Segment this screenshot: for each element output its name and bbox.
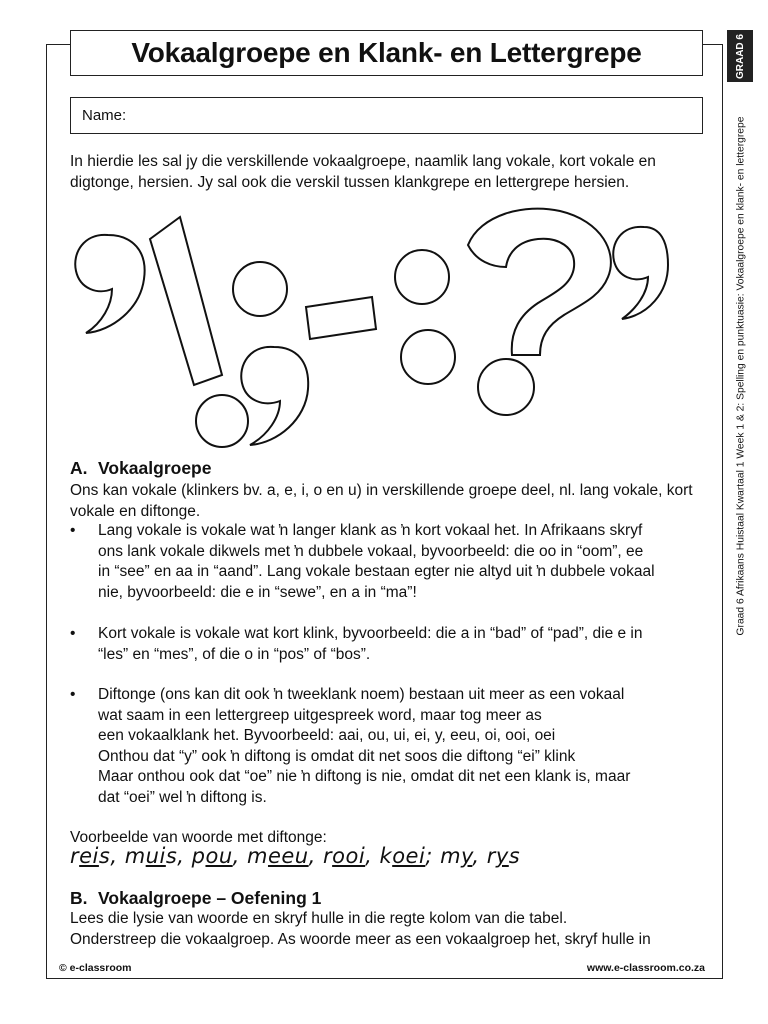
bullet-line: Kort vokale is vokale wat kort klink, byvoorbeeld: die a in “bad” of “pad”, die e in: [98, 625, 643, 642]
footer-copyright: © e-classroom: [59, 962, 132, 974]
footer-url[interactable]: www.e-classroom.co.za: [586, 962, 705, 974]
section-b-number: B.: [70, 888, 88, 908]
bullet-line: dat “oei” wel ŉ diftong is.: [98, 788, 267, 806]
grade-tab: [727, 30, 753, 82]
section-a-number: A.: [70, 458, 88, 478]
section-a-title: Vokaalgroepe: [98, 458, 212, 478]
name-label: Name:: [82, 107, 127, 124]
bullet-line: ons lank vokale dikwels met ŉ dubbele vokaal, byvoorbeeld: die oo in “oom”, ee: [98, 542, 644, 560]
page-title: Vokaalgroepe en Klank- en Lettergrepe: [131, 37, 642, 68]
question-mark-shape: [468, 209, 611, 355]
bullet-line: in “see” en aa in “aand”. Lang vokale bestaan egter nie altyd uit ŉ dubbele vokaal: [98, 563, 655, 580]
example-word: my,: [440, 844, 487, 868]
bullet-dot: •: [70, 686, 76, 703]
intro-paragraph: In hierdie les sal jy die verskillende vokaalgroepe, naamlik lang vokale, kort vokale en digtonge, hersien. Jy sal ook die verskil tussen klankgrepe en lettergrepe hersien.: [70, 153, 656, 191]
bullet-line: Diftonge (ons kan dit ook ŉ tweeklank noem) bestaan uit meer as een vokaal: [98, 686, 625, 703]
bullet-line: wat saam in een lettergreep uitgespreek word, maar tog meer as: [98, 706, 542, 724]
bullet-line: Onthou dat “y” ook ŉ diftong is omdat dit net soos die diftong “ei” klink: [98, 747, 576, 765]
title-box: [70, 30, 703, 76]
side-caption: Graad 6 Afrikaans Huistaal Kwartaal 1 Week 1 & 2: Spelling en punktuasie: Vokaalgroepe en klank- en lettergrepe: [735, 116, 747, 636]
punctuation-illustration: [62, 205, 674, 455]
colon-dot-top-shape: [395, 250, 449, 304]
bullet-line: Lang vokale is vokale wat ŉ langer klank as ŉ kort vokaal het. In Afrikaans skryf: [98, 522, 643, 539]
example-word: muis,: [124, 844, 192, 868]
example-word: pou,: [191, 844, 247, 868]
comma-right-shape: [613, 227, 668, 319]
comma-shape: [75, 235, 144, 333]
example-words: [70, 844, 520, 868]
exclamation-bar-shape: [150, 217, 222, 385]
example-word: meeu,: [247, 844, 323, 868]
examples-label: Voorbeelde van woorde met diftonge:: [70, 829, 327, 846]
section-a-heading: [70, 458, 211, 479]
bullet-dot: •: [70, 625, 76, 642]
bullet-dot: •: [70, 522, 76, 539]
section-b-heading: [70, 888, 321, 909]
example-word: reis,: [70, 844, 125, 868]
instruction-line: Lees die lysie van woorde en skryf hulle in die regte kolom van die tabel.: [70, 910, 568, 927]
bullet-line: nie, byvoorbeeld: die e in “sewe”, en a in “ma”!: [98, 583, 417, 601]
example-word: koei;: [379, 844, 441, 868]
semicolon-comma-shape: [241, 347, 308, 445]
section-b-instructions: [70, 909, 651, 950]
semicolon-dot-shape: [233, 262, 287, 316]
bullet-line: een vokaalklank het. Byvoorbeeld: aai, ou, ui, ei, y, eeu, oi, ooi, oei: [98, 727, 556, 744]
example-word: rooi,: [322, 844, 380, 868]
section-a-lead: Ons kan vokale (klinkers bv. a, e, i, o en u) in verskillende groepe deel, nl. lang vokale, kort vokale en diftonge.: [70, 482, 693, 520]
exclamation-dot-shape: [196, 395, 248, 447]
bullet-line: Maar onthou ook dat “oe” nie ŉ diftong is nie, omdat dit net een klank is, maar: [98, 768, 631, 785]
dash-shape: [306, 297, 376, 339]
name-field[interactable]: [70, 97, 703, 134]
grade-label: GRAAD 6: [734, 33, 746, 79]
section-b-title: Vokaalgroepe – Oefening 1: [98, 888, 322, 908]
question-dot-shape: [478, 359, 534, 415]
example-word: rys: [486, 844, 521, 868]
bullet-line: “les” en “mes”, of die o in “pos” of “bos”.: [98, 645, 371, 663]
colon-dot-bottom-shape: [401, 330, 455, 384]
instruction-line: Onderstreep die vokaalgroep. As woorde meer as een vokaalgroep het, skryf hulle in: [70, 930, 651, 948]
